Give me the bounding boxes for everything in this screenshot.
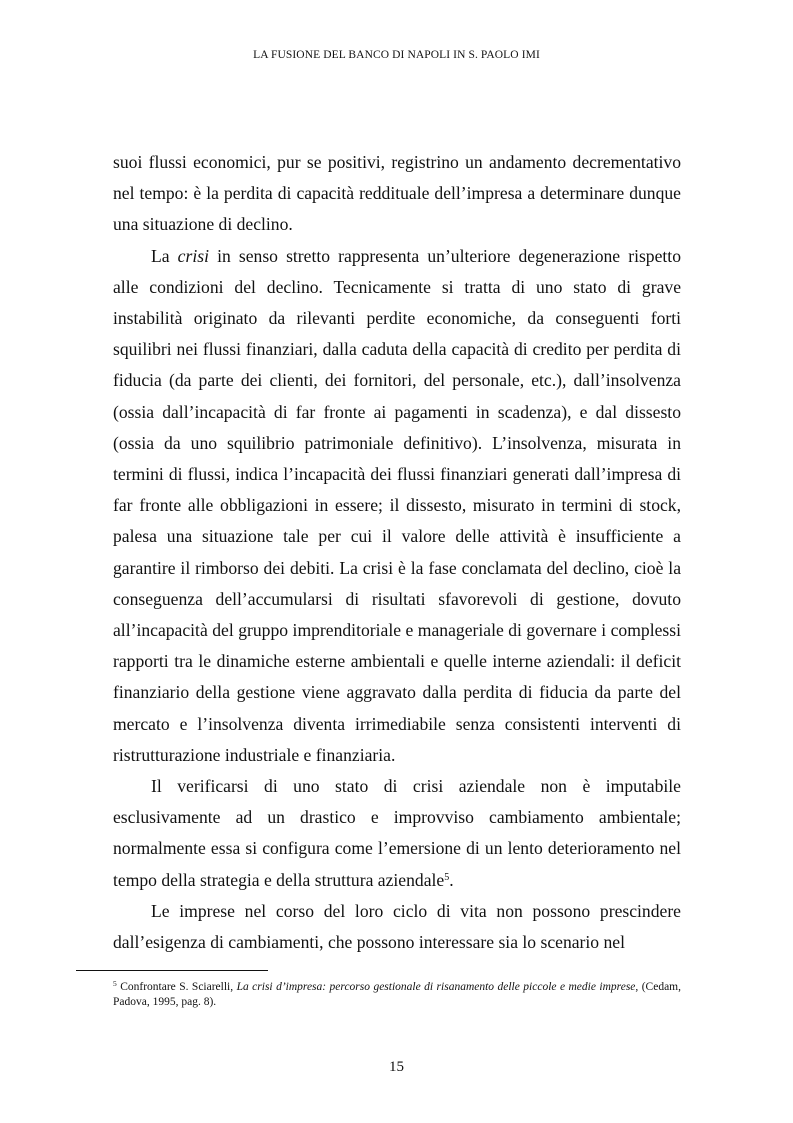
footnote-suffix: , (Cedam, Padova, 1995, pag. 8). [113, 981, 682, 1008]
footnote-number: 5 [113, 979, 117, 988]
paragraph-2-rest: in senso stretto rappresenta un’ulteriore degenerazione rispetto alle condizioni del declino. Tecnicamente si tratta di uno stato di grave instabilità originato da rilevanti perdite economiche, da conseguenti forti squilibri nei flussi finanziari, dalla caduta della capacità di credito per perdita di fiducia (da parte dei clienti, dei fornitori, del personale, etc.), dall’insolvenza (ossia dall’incapacità di far fronte ai pagamenti in scadenza), e dal dissesto (ossia da uno squilibrio patrimoniale definitivo). L’insolvenza, misurata in termini di flussi, indica l’incapacità dei flussi finanziari generati dall’impresa di far fronte alle obbligazioni in essere; il dissesto, misurato in termini di stock, palesa una situazione tale per cui il valore delle attività è insufficiente a garantire il rimborso dei debiti. La crisi è la fase conclamata del declino, cioè la conseguenza dell’accumularsi di risultati sfavorevoli di gestione, dovuto all’incapacità del gruppo imprenditoriale e manageriale di governare i complessi rapporti tra le dinamiche esterne ambientali e quelle interne aziendali: il deficit finanziario della gestione viene aggravato dalla perdita di fiducia da parte del mercato e l’insolvenza diventa irrimediabile senza consistenti interventi di ristrutturazione industriale e finanziaria. [113, 245, 681, 765]
paragraph-3 [113, 771, 681, 896]
paragraph-3-text: Il verificarsi di uno stato di crisi aziendale non è imputabile esclusivamente ad un drastico e improvviso cambiamento ambientale; normalmente essa si configura come l’emersione di un lento deterioramento nel tempo della strategia e della struttura aziendale [113, 776, 681, 890]
paragraph-4: Le imprese nel corso del loro ciclo di vita non possono prescindere dall’esigenza di cambiamenti, che possono interessare sia lo scenario nel [113, 900, 681, 953]
paragraph-3-end: . [449, 869, 454, 890]
footnote-book-title: La crisi d’impresa: percorso gestionale di risanamento delle piccole e medie imprese [236, 981, 636, 993]
footnote-reference: 5 [444, 871, 450, 883]
footnote [113, 980, 681, 1010]
body-text [113, 147, 681, 958]
footnote-prefix: Confrontare S. Sciarelli, [116, 981, 237, 993]
page-number: 15 [389, 1059, 404, 1075]
paragraph-1: suoi flussi economici, pur se positivi, registrino un andamento decrementativo nel tempo: è la perdita di capacità reddituale dell’impresa a determinare dunque una situazione di declino. [113, 152, 681, 235]
paragraph-2-start: La [151, 245, 178, 266]
running-header: LA FUSIONE DEL BANCO DI NAPOLI IN S. PAOLO IMI [253, 49, 540, 61]
paragraph-2 [113, 241, 681, 771]
emphasis-crisi: crisi [177, 245, 209, 266]
footnote-separator [76, 970, 268, 971]
